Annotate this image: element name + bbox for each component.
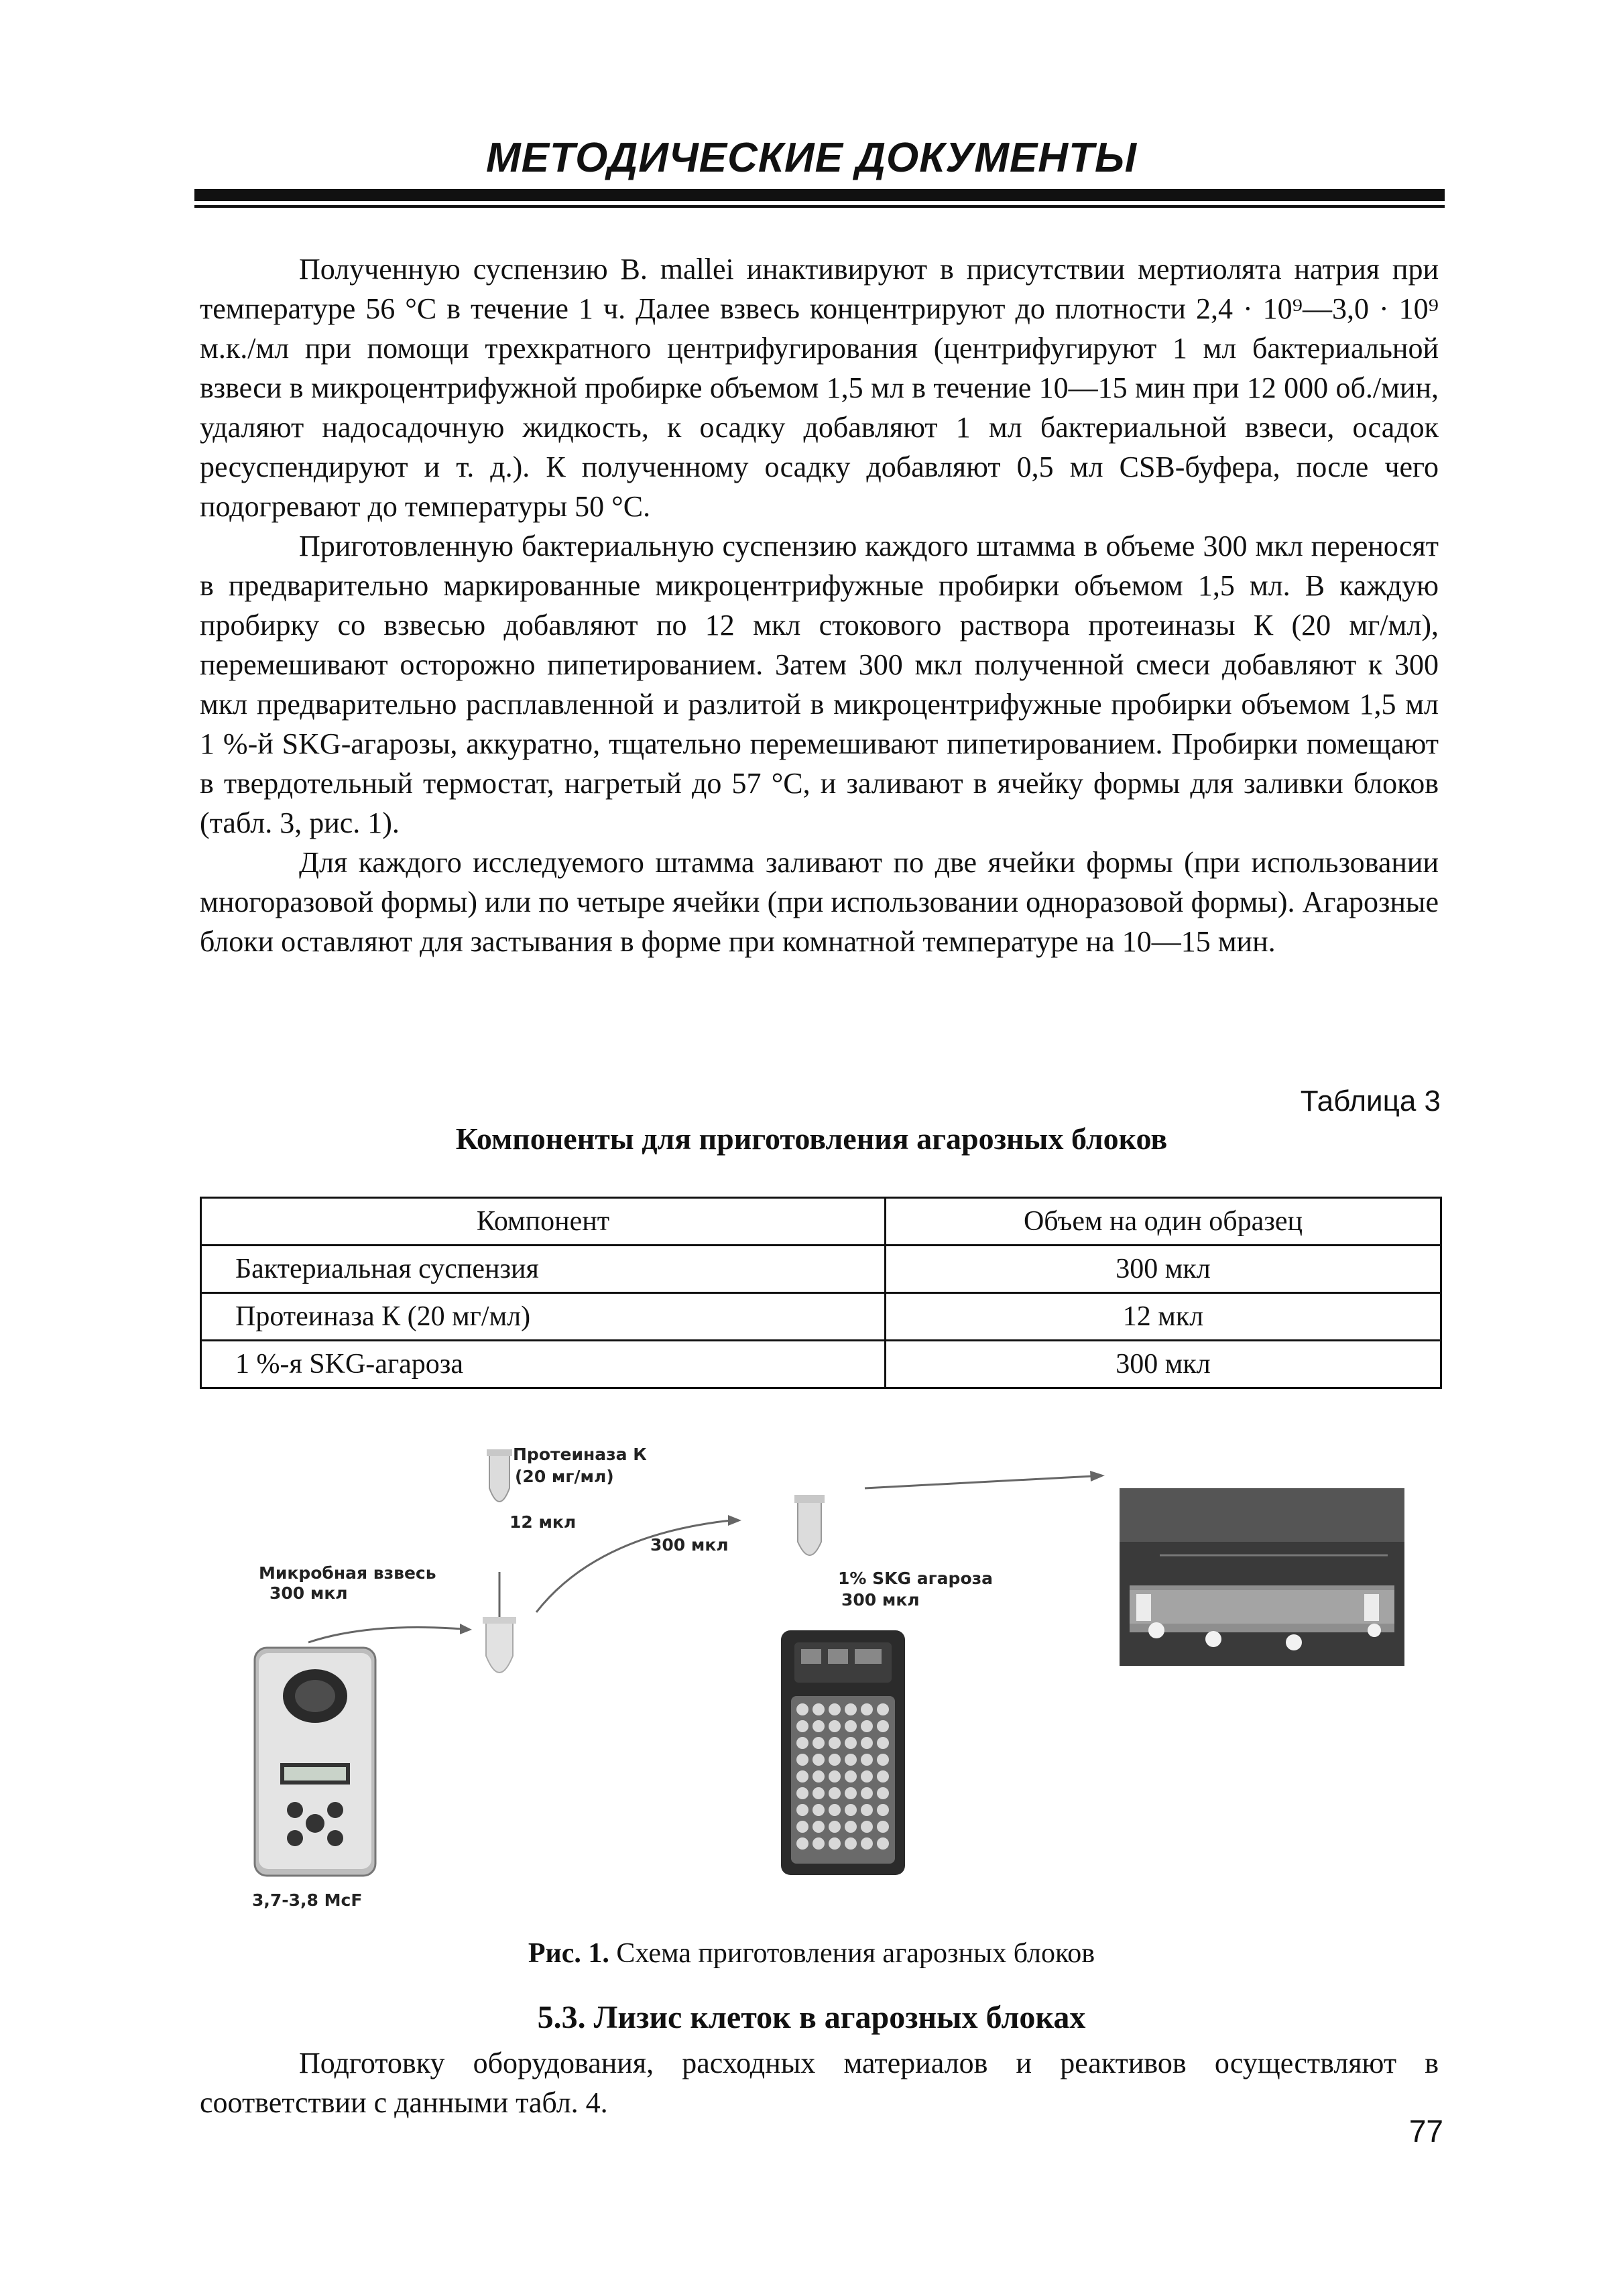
tube-mixing — [483, 1617, 516, 1673]
table-cell: 1 %-я SKG-агароза — [201, 1341, 886, 1388]
thermostat-well — [861, 1821, 873, 1833]
arrow-transfer — [536, 1520, 731, 1612]
table-label: Таблица 3 — [1300, 1085, 1441, 1117]
table-row — [201, 1246, 1441, 1293]
table-cell: Бактериальная суспензия — [201, 1246, 886, 1293]
arrow-head — [728, 1515, 741, 1526]
thermostat-well — [796, 1837, 808, 1850]
section-title: 5.3. Лизис клеток в агарозных блоках — [537, 2000, 1086, 2035]
label-suspension-vol: 300 мкл — [269, 1583, 348, 1603]
thermostat-well — [861, 1754, 873, 1766]
paragraph-1: Полученную суспензию B. mallei инактивируют в присутствии мертиолята натрия при температуре 56 °С в течение 1 ч. Далее взвесь концентрируют до плотности 2,4 · 10⁹—3,0 · 10⁹ м.к./мл при помощи трехкратного центрифугирования (центрифугируют 1 мл бактериальной взвеси в микроцентрифужной пробирке объемом 1,5 мл в течение 10—15 мин при 12 000 об./мин, удаляют надосадочную жидкость, к осадку добавляют 1 мл бактериальной взвеси, осадок ресуспендируют и т. д.). К полученному осадку добавляют 0,5 мл CSB-буфера, после чего подогревают до температуры 50 °С. — [200, 253, 1439, 523]
paragraph-2: Приготовленную бактериальную суспензию каждого штамма в объеме 300 мкл переносят в предварительно маркированные микроцентрифужные пробирки объемом 1,5 мл. В каждую пробирку со взвесью добавляют по 12 мкл стокового раствора протеиназы К (20 мг/мл), перемешивают осторожно пипетированием. Затем 300 мкл полученной смеси добавляют к 300 мкл предварительно расплавленной и разлитой в микроцентрифужные пробирки объемом 1,5 мл 1 %-й SKG-агарозы, аккуратно, тщательно перемешивают пипетированием. Пробирки помещают в твердотельный термостат, нагретый до 57 °С, и заливают в ячейку формы для заливки блоков (табл. 3, рис. 1). — [200, 530, 1439, 839]
table-cell: 300 мкл — [886, 1341, 1441, 1388]
label-proteinase-vol: 12 мкл — [509, 1512, 577, 1532]
thermostat-well — [877, 1770, 889, 1783]
figure-drawing — [194, 1414, 1455, 1924]
thermostat-well — [813, 1720, 825, 1732]
thermostat-well — [845, 1804, 857, 1816]
section-body — [200, 2043, 1439, 2122]
thermostat-well — [796, 1720, 808, 1732]
thermostat-well — [845, 1837, 857, 1850]
casting-form-image — [1120, 1488, 1404, 1666]
thermostat-well — [845, 1821, 857, 1833]
thermostat-well — [861, 1770, 873, 1783]
thermostat-well — [845, 1720, 857, 1732]
thermostat-well — [829, 1821, 841, 1833]
thermostat-well — [861, 1737, 873, 1749]
body-text — [200, 249, 1439, 961]
thermostat-well — [829, 1754, 841, 1766]
label-proteinase: Протеиназа К — [513, 1445, 647, 1464]
figure-caption-text: Схема приготовления агарозных блоков — [616, 1938, 1095, 1969]
table-header-cell: Компонент — [201, 1198, 886, 1246]
table-row — [201, 1341, 1441, 1388]
header-rule-thin — [194, 205, 1445, 208]
figure-caption — [0, 1937, 1623, 1970]
thermostat-well — [813, 1737, 825, 1749]
arrow-head — [460, 1624, 472, 1634]
thermostat-well — [796, 1804, 808, 1816]
thermostat-well — [829, 1804, 841, 1816]
thermostat-well — [813, 1754, 825, 1766]
thermostat-well — [796, 1787, 808, 1799]
table-header-row — [201, 1198, 1441, 1246]
table-title: Компоненты для приготовления агарозных блоков — [455, 1122, 1168, 1156]
thermostat-well — [877, 1787, 889, 1799]
thermostat-well — [813, 1821, 825, 1833]
thermostat-well — [861, 1787, 873, 1799]
thermostat-well — [813, 1703, 825, 1715]
thermostat-well — [796, 1703, 808, 1715]
thermostat-well — [829, 1703, 841, 1715]
thermostat-well — [813, 1787, 825, 1799]
thermostat-well — [829, 1837, 841, 1850]
paragraph-3: Для каждого исследуемого штамма заливают по две ячейки формы (при использовании многоразовой формы) или по четыре ячейки (при использовании одноразовой формы). Агарозные блоки оставляют для застывания в форме при комнатной температуре на 10—15 мин. — [200, 846, 1439, 958]
thermostat-well — [845, 1737, 857, 1749]
thermostat-well — [877, 1720, 889, 1732]
thermostat-well — [845, 1770, 857, 1783]
thermostat-well — [813, 1837, 825, 1850]
thermostat-well — [877, 1804, 889, 1816]
section-paragraph: Подготовку оборудования, расходных материалов и реактивов осуществляют в соответствии с данными табл. 4. — [200, 2047, 1439, 2119]
thermostat-well — [813, 1804, 825, 1816]
label-density: 3,7-3,8 McF — [252, 1890, 363, 1910]
thermostat-well — [861, 1703, 873, 1715]
page-number: 77 — [1408, 2114, 1443, 2149]
arrow-head — [1090, 1471, 1105, 1482]
thermostat-well — [877, 1754, 889, 1766]
label-suspension: Микробная взвесь — [259, 1563, 436, 1583]
table-cell: 300 мкл — [886, 1246, 1441, 1293]
thermostat-well — [861, 1837, 873, 1850]
arrow-suspension — [308, 1628, 463, 1643]
label-agarose-vol: 300 мкл — [841, 1590, 920, 1610]
figure-caption-prefix: Рис. 1. — [528, 1938, 609, 1969]
thermostat-well — [796, 1770, 808, 1783]
thermostat-well — [861, 1720, 873, 1732]
thermostat-well — [861, 1804, 873, 1816]
table-row — [201, 1293, 1441, 1341]
table-cell: 12 мкл — [886, 1293, 1441, 1341]
thermostat-well — [877, 1703, 889, 1715]
tube-agarose — [794, 1495, 825, 1555]
label-transfer-vol: 300 мкл — [650, 1535, 729, 1555]
thermostat-well — [829, 1787, 841, 1799]
header-rule — [194, 189, 1445, 201]
thermostat-well — [829, 1737, 841, 1749]
thermostat-well — [845, 1703, 857, 1715]
figure-agarose-scheme — [194, 1414, 1455, 1924]
thermostat-well — [796, 1754, 808, 1766]
thermostat-well — [845, 1754, 857, 1766]
arrow-to-form — [865, 1476, 1093, 1488]
thermostat-well — [845, 1787, 857, 1799]
table-cell: Протеиназа К (20 мг/мл) — [201, 1293, 886, 1341]
label-proteinase-conc: (20 мг/мл) — [515, 1467, 614, 1486]
thermostat-well — [829, 1720, 841, 1732]
tube-proteinase — [487, 1449, 512, 1502]
thermostat-well — [813, 1770, 825, 1783]
thermostat-well — [796, 1737, 808, 1749]
thermostat-well — [877, 1837, 889, 1850]
thermostat-well — [877, 1821, 889, 1833]
table-header-cell: Объем на один образец — [886, 1198, 1441, 1246]
thermostat-well — [829, 1770, 841, 1783]
thermostat-well — [877, 1737, 889, 1749]
thermostat-well — [796, 1821, 808, 1833]
label-agarose: 1% SKG агароза — [838, 1569, 994, 1588]
densitometer-image — [255, 1648, 375, 1876]
components-table — [200, 1197, 1442, 1389]
running-header: МЕТОДИЧЕСКИЕ ДОКУМЕНТЫ — [486, 135, 1137, 181]
